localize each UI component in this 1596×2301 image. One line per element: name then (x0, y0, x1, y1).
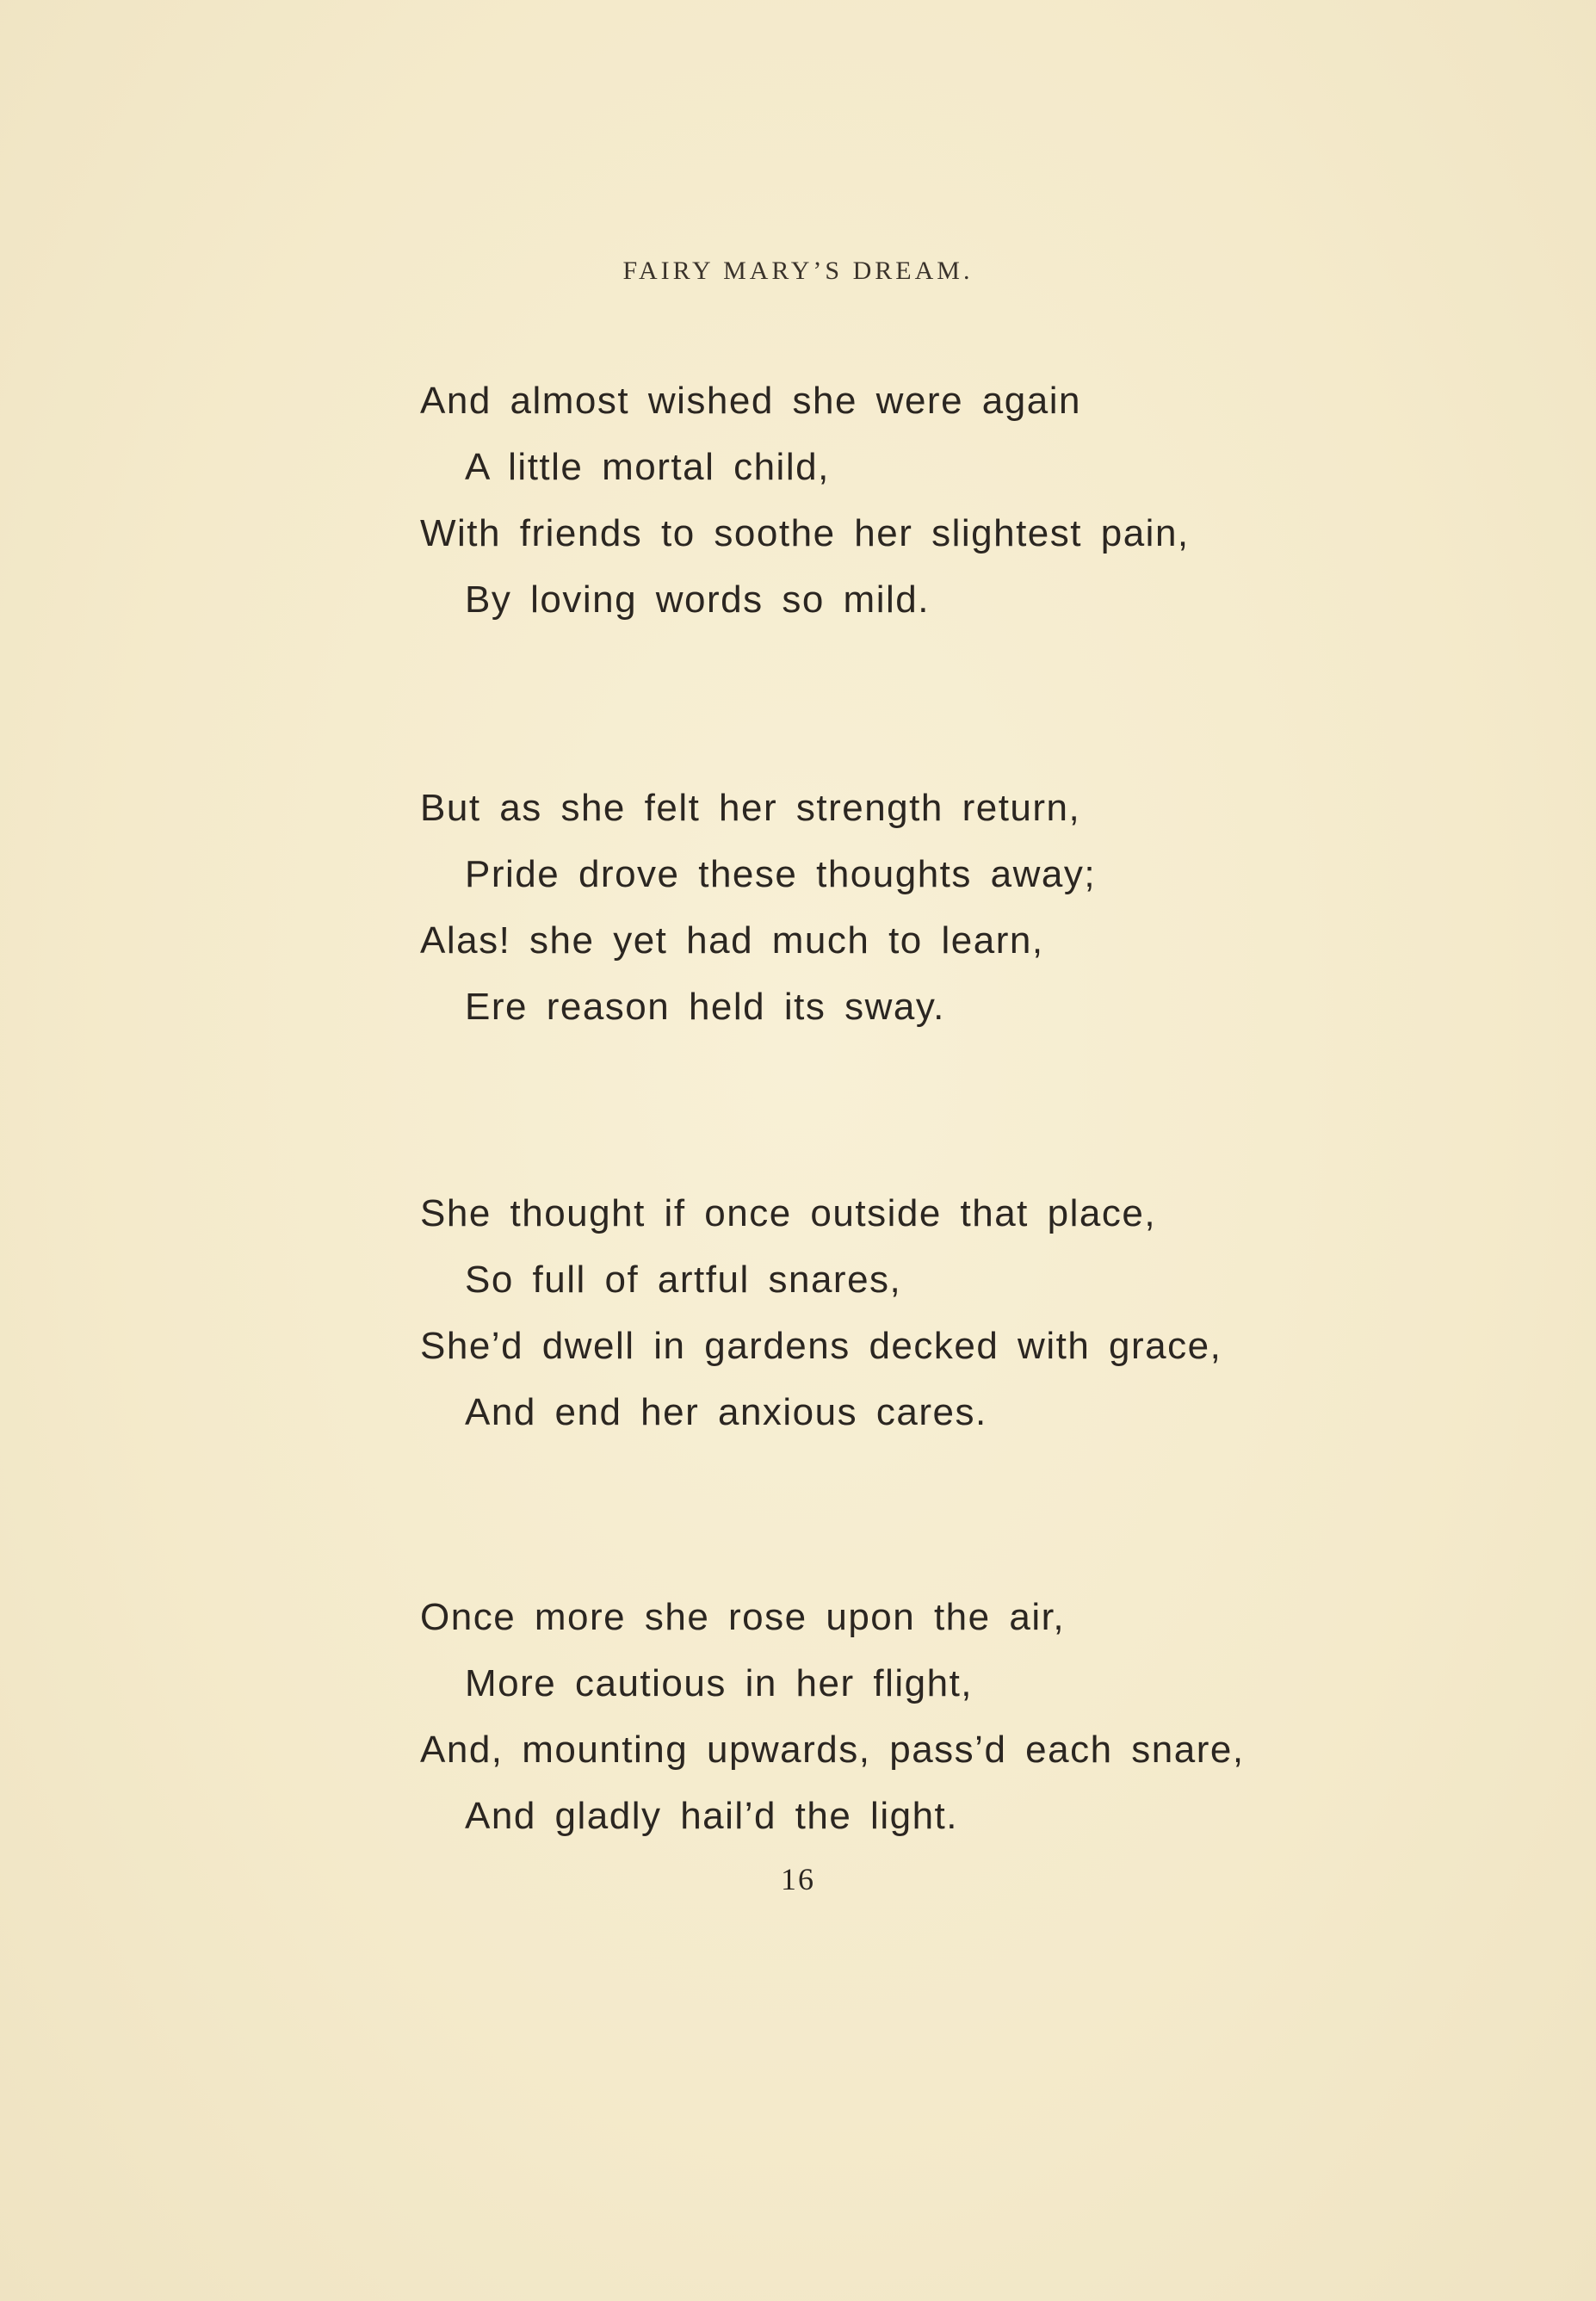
verse-line: Ere reason held its sway. (465, 986, 945, 1028)
verse-line: And gladly hail’d the light. (465, 1795, 958, 1837)
verse-line: And, mounting upwards, pass’d each snare, (420, 1729, 1245, 1771)
running-title: FAIRY MARY’S DREAM. (622, 257, 974, 285)
stanza-3 (420, 1180, 1367, 1445)
verse-line: And almost wished she were again (420, 380, 1081, 422)
verse-line: By loving words so mild. (465, 578, 930, 621)
verse-line: She’d dwell in gardens decked with grace, (420, 1325, 1222, 1367)
page-number: 16 (781, 1862, 815, 1896)
stanza-4 (420, 1584, 1367, 1849)
verse-line: A little mortal child, (465, 446, 830, 488)
verse-line: More cautious in her flight, (465, 1662, 974, 1704)
verse-line: With friends to soothe her slightest pain, (420, 512, 1190, 554)
verse-line: Alas! she yet had much to learn, (420, 919, 1044, 962)
verse-line: Pride drove these thoughts away; (465, 853, 1097, 895)
verse-line: Once more she rose upon the air, (420, 1596, 1066, 1638)
verse-line: But as she felt her strength return, (420, 787, 1081, 829)
verse-line: And end her anxious cares. (465, 1391, 987, 1433)
verse-line: She thought if once outside that place, (420, 1192, 1157, 1234)
stanza-1 (420, 368, 1367, 633)
stanza-2 (420, 775, 1367, 1040)
verse-line: So full of artful snares, (465, 1259, 902, 1301)
